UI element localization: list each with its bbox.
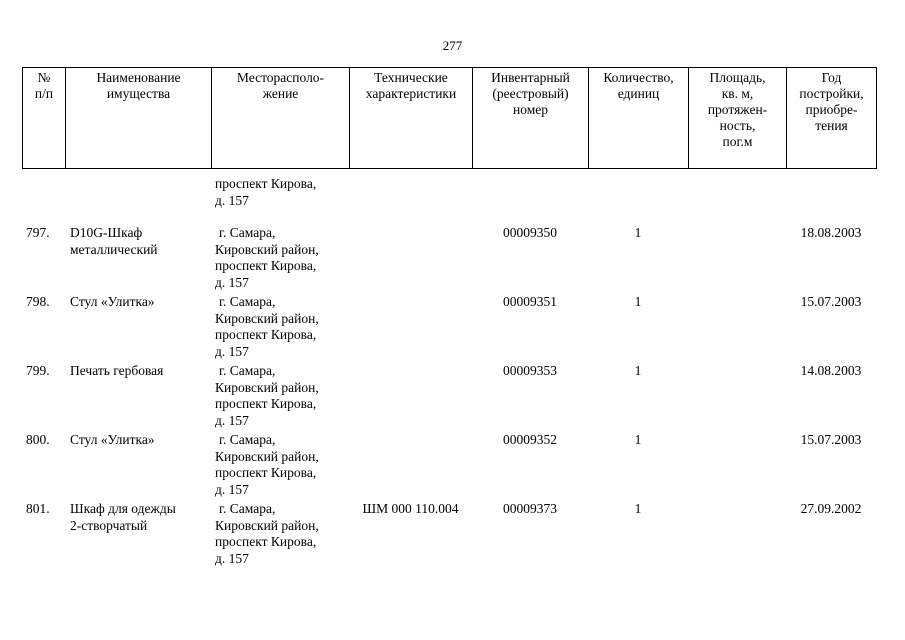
page-number: 277 — [442, 38, 463, 53]
row-quantity: 1 — [634, 432, 642, 447]
row-inventory: 00009373 — [503, 501, 557, 516]
row-tech — [349, 225, 472, 294]
row-quantity: 1 — [634, 225, 642, 240]
header-location: Месторасполо- жение — [212, 68, 350, 169]
header-name: Наименование имущества — [66, 68, 212, 169]
row-tech — [349, 432, 472, 501]
table-row — [22, 225, 876, 294]
row-year: 15.07.2003 — [800, 294, 862, 309]
header-year: Год постройки, приобре- тения — [787, 68, 877, 169]
row-name: Стул «Улитка» — [70, 432, 155, 447]
row-year: 18.08.2003 — [800, 225, 862, 240]
table-row — [22, 294, 876, 363]
header-area: Площадь, кв. м, протяжен- ность, пог.м — [689, 68, 787, 169]
row-number: 798. — [26, 294, 50, 309]
table-row — [22, 432, 876, 501]
row-quantity: 1 — [634, 294, 642, 309]
continuation-row — [22, 176, 876, 225]
row-year: 14.08.2003 — [800, 363, 862, 378]
row-location: г. Самара, Кировский район, проспект Кирова, д. 157 — [215, 432, 319, 497]
row-area — [688, 363, 786, 432]
table-row — [22, 363, 876, 432]
row-location: г. Самара, Кировский район, проспект Кирова, д. 157 — [215, 225, 319, 290]
continuation-location: проспект Кирова, д. 157 — [215, 176, 317, 208]
row-name: Стул «Улитка» — [70, 294, 155, 309]
row-location: г. Самара, Кировский район, проспект Кирова, д. 157 — [215, 294, 319, 359]
row-year: 15.07.2003 — [800, 432, 862, 447]
row-name: Печать гербовая — [70, 363, 164, 378]
row-area — [688, 225, 786, 294]
header-tech: Технические характеристики — [350, 68, 473, 169]
table-header — [22, 67, 877, 169]
row-number: 799. — [26, 363, 50, 378]
row-number: 800. — [26, 432, 50, 447]
row-area — [688, 501, 786, 570]
header-inventory: Инвентарный (реестровый) номер — [473, 68, 589, 169]
row-name: D10G-Шкаф металлический — [70, 225, 158, 257]
row-area — [688, 432, 786, 501]
header-quantity: Количество, единиц — [589, 68, 689, 169]
row-inventory: 00009350 — [503, 225, 557, 240]
table-body — [22, 176, 876, 570]
row-inventory: 00009353 — [503, 363, 557, 378]
row-area — [688, 294, 786, 363]
row-number: 801. — [26, 501, 50, 516]
row-inventory: 00009352 — [503, 432, 557, 447]
row-location: г. Самара, Кировский район, проспект Кирова, д. 157 — [215, 501, 319, 566]
table-row — [22, 501, 876, 570]
row-quantity: 1 — [634, 501, 642, 516]
row-inventory: 00009351 — [503, 294, 557, 309]
row-number: 797. — [26, 225, 50, 240]
row-tech — [349, 294, 472, 363]
row-name: Шкаф для одежды 2-створчатый — [70, 501, 176, 533]
row-tech: ШМ 000 110.004 — [362, 501, 459, 516]
header-number: № п/п — [23, 68, 66, 169]
row-location: г. Самара, Кировский район, проспект Кирова, д. 157 — [215, 363, 319, 428]
row-tech — [349, 363, 472, 432]
row-year: 27.09.2002 — [800, 501, 862, 516]
row-quantity: 1 — [634, 363, 642, 378]
